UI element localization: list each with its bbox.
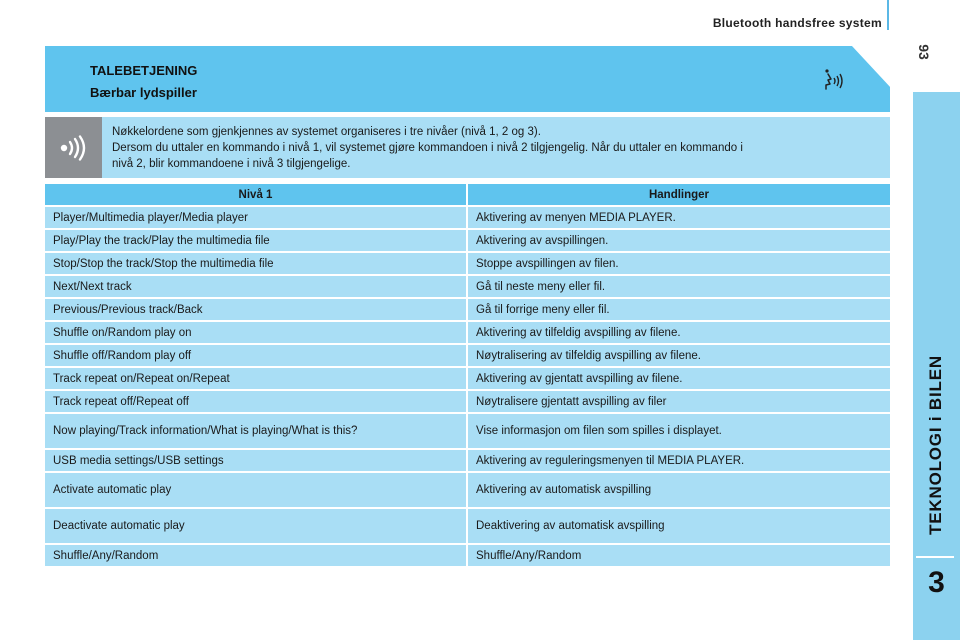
- command-cell: Track repeat off/Repeat off: [45, 391, 466, 412]
- command-cell: Shuffle off/Random play off: [45, 345, 466, 366]
- table-row: [45, 414, 890, 448]
- table-row: [45, 230, 890, 251]
- action-cell: Aktivering av reguleringsmenyen til MEDIA PLAYER.: [468, 450, 890, 471]
- action-cell: Vise informasjon om filen som spilles i displayet.: [468, 414, 890, 448]
- table-row: [45, 322, 890, 343]
- info-text: [112, 124, 882, 172]
- command-cell: Next/Next track: [45, 276, 466, 297]
- action-cell: Shuffle/Any/Random: [468, 545, 890, 566]
- table-row: [45, 473, 890, 507]
- action-cell: Aktivering av automatisk avspilling: [468, 473, 890, 507]
- table-row: [45, 253, 890, 274]
- table-row: [45, 368, 890, 389]
- banner-title: TALEBETJENING: [90, 63, 198, 78]
- page-number: 93: [916, 44, 932, 60]
- action-cell: Gå til forrige meny eller fil.: [468, 299, 890, 320]
- command-cell: Deactivate automatic play: [45, 509, 466, 543]
- table-row: [45, 509, 890, 543]
- table-header-row: [45, 184, 890, 205]
- action-cell: Aktivering av gjentatt avspilling av filene.: [468, 368, 890, 389]
- command-cell: Now playing/Track information/What is playing/What is this?: [45, 414, 466, 448]
- header-actions: Handlinger: [468, 184, 890, 205]
- command-table: [45, 184, 890, 568]
- speaker-sound-icon: [57, 135, 91, 161]
- info-icon-box: [45, 117, 102, 178]
- info-line: Nøkkelordene som gjenkjennes av systemet organiseres i tre nivåer (nivå 1, 2 og 3).: [112, 126, 541, 138]
- chapter-title: TEKNOLOGI i BILEN: [926, 355, 946, 535]
- info-line: nivå 2, blir kommandoene i nivå 3 tilgjengelige.: [112, 158, 351, 170]
- command-cell: Player/Multimedia player/Media player: [45, 207, 466, 228]
- command-cell: USB media settings/USB settings: [45, 450, 466, 471]
- command-cell: Activate automatic play: [45, 473, 466, 507]
- chapter-number: 3: [928, 566, 945, 599]
- table-row: [45, 345, 890, 366]
- action-cell: Deaktivering av automatisk avspilling: [468, 509, 890, 543]
- command-cell: Shuffle/Any/Random: [45, 545, 466, 566]
- section-title: Bluetooth handsfree system: [712, 16, 882, 30]
- banner-subtitle: Bærbar lydspiller: [90, 85, 197, 100]
- header-divider: [887, 0, 889, 30]
- action-cell: Gå til neste meny eller fil.: [468, 276, 890, 297]
- table-row: [45, 207, 890, 228]
- command-cell: Play/Play the track/Play the multimedia file: [45, 230, 466, 251]
- action-cell: Aktivering av avspillingen.: [468, 230, 890, 251]
- command-cell: Previous/Previous track/Back: [45, 299, 466, 320]
- table-row: [45, 276, 890, 297]
- table-row: [45, 545, 890, 566]
- table-row: [45, 391, 890, 412]
- action-cell: Aktivering av tilfeldig avspilling av filene.: [468, 322, 890, 343]
- action-cell: Nøytralisere gjentatt avspilling av filer: [468, 391, 890, 412]
- info-line: Dersom du uttaler en kommando i nivå 1, vil systemet gjøre kommandoen i nivå 2 tilgjengelig. Når du uttaler en kommando i: [112, 142, 743, 154]
- command-cell: Shuffle on/Random play on: [45, 322, 466, 343]
- header-level-1: Nivå 1: [45, 184, 466, 205]
- action-cell: Stoppe avspillingen av filen.: [468, 253, 890, 274]
- command-cell: Track repeat on/Repeat on/Repeat: [45, 368, 466, 389]
- action-cell: Nøytralisering av tilfeldig avspilling av filene.: [468, 345, 890, 366]
- section-banner: [45, 46, 890, 112]
- chapter-divider: [916, 556, 954, 558]
- command-cell: Stop/Stop the track/Stop the multimedia file: [45, 253, 466, 274]
- table-row: [45, 299, 890, 320]
- voice-command-icon: [820, 68, 846, 92]
- action-cell: Aktivering av menyen MEDIA PLAYER.: [468, 207, 890, 228]
- table-row: [45, 450, 890, 471]
- chapter-title-wrap: [918, 340, 954, 550]
